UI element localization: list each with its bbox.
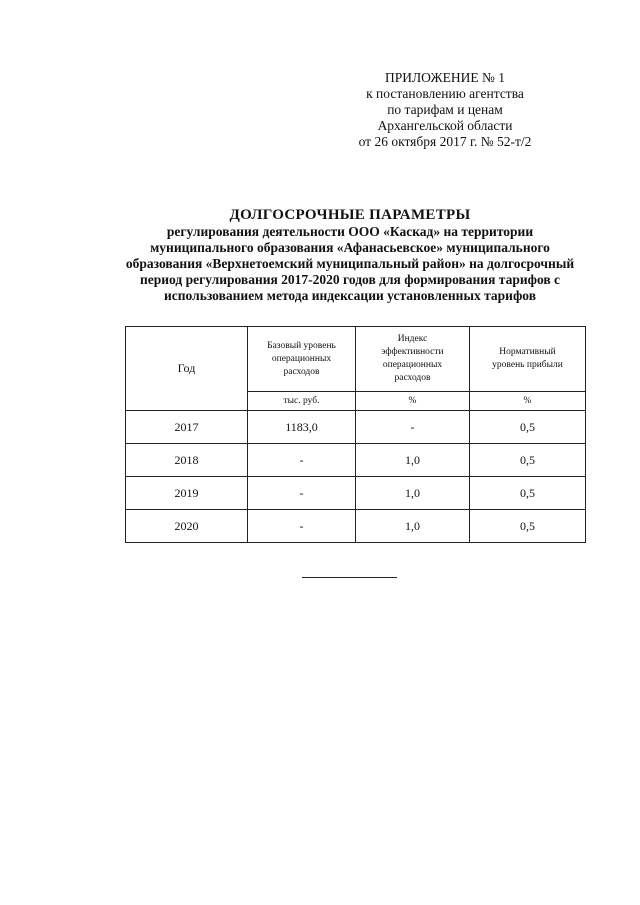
header-text: расходов — [283, 366, 320, 377]
appendix-title: ПРИЛОЖЕНИЕ № 1 — [384, 70, 506, 85]
unit-cell: тыс. руб. — [248, 392, 356, 411]
appendix-block — [330, 70, 560, 150]
table-row — [126, 477, 586, 510]
year-cell: 2019 — [126, 477, 248, 510]
subtitle-line: использованием метода индексации установленных тарифов — [164, 288, 536, 303]
document-heading — [80, 206, 620, 304]
appendix-line: к постановлению агентства — [366, 86, 524, 101]
year-cell: 2017 — [126, 411, 248, 444]
header-text: расходов — [394, 373, 431, 383]
appendix-line: по тарифам и ценам — [387, 102, 503, 117]
parameters-table — [125, 326, 586, 543]
profit-cell: 0,5 — [470, 477, 586, 510]
subtitle-line: регулирования деятельности ООО «Каскад» на территории — [166, 224, 534, 239]
header-efficiency-index — [356, 327, 470, 392]
base-cell: - — [248, 510, 356, 543]
header-year: Год — [126, 327, 248, 411]
index-cell: 1,0 — [356, 510, 470, 543]
table-row — [126, 510, 586, 543]
header-text: операционных — [271, 353, 332, 364]
document-subtitle — [80, 224, 620, 304]
profit-cell: 0,5 — [470, 510, 586, 543]
header-text: эффективности — [381, 347, 444, 357]
header-base-level — [248, 327, 356, 392]
header-text: уровень прибыли — [492, 360, 563, 370]
subtitle-line: период регулирования 2017-2020 годов для формирования тарифов с — [139, 272, 561, 287]
appendix-line: Архангельской области — [377, 118, 513, 133]
unit-cell: % — [356, 392, 470, 411]
base-cell: - — [248, 444, 356, 477]
subtitle-line: образования «Верхнетоемский муниципальный район» на долгосрочный — [125, 256, 575, 271]
document-title: ДОЛГОСРОЧНЫЕ ПАРАМЕТРЫ — [229, 207, 471, 223]
header-text: Базовый уровень — [267, 340, 336, 351]
profit-cell: 0,5 — [470, 411, 586, 444]
index-cell: 1,0 — [356, 444, 470, 477]
year-cell: 2020 — [126, 510, 248, 543]
header-text: Нормативный — [499, 347, 556, 357]
header-text: Индекс — [397, 334, 428, 344]
base-cell: 1183,0 — [248, 411, 356, 444]
base-cell: - — [248, 477, 356, 510]
closing-rule — [302, 577, 397, 578]
header-profit-level — [470, 327, 586, 392]
table-row — [126, 444, 586, 477]
table-row — [126, 411, 586, 444]
index-cell: 1,0 — [356, 477, 470, 510]
profit-cell: 0,5 — [470, 444, 586, 477]
year-cell: 2018 — [126, 444, 248, 477]
subtitle-line: муниципального образования «Афанасьевское» муниципального — [150, 240, 550, 255]
index-cell: - — [356, 411, 470, 444]
header-text: операционных — [382, 360, 443, 370]
appendix-date-line: от 26 октября 2017 г. № 52-т/2 — [358, 134, 532, 149]
table-header-row — [126, 327, 586, 392]
unit-cell: % — [470, 392, 586, 411]
